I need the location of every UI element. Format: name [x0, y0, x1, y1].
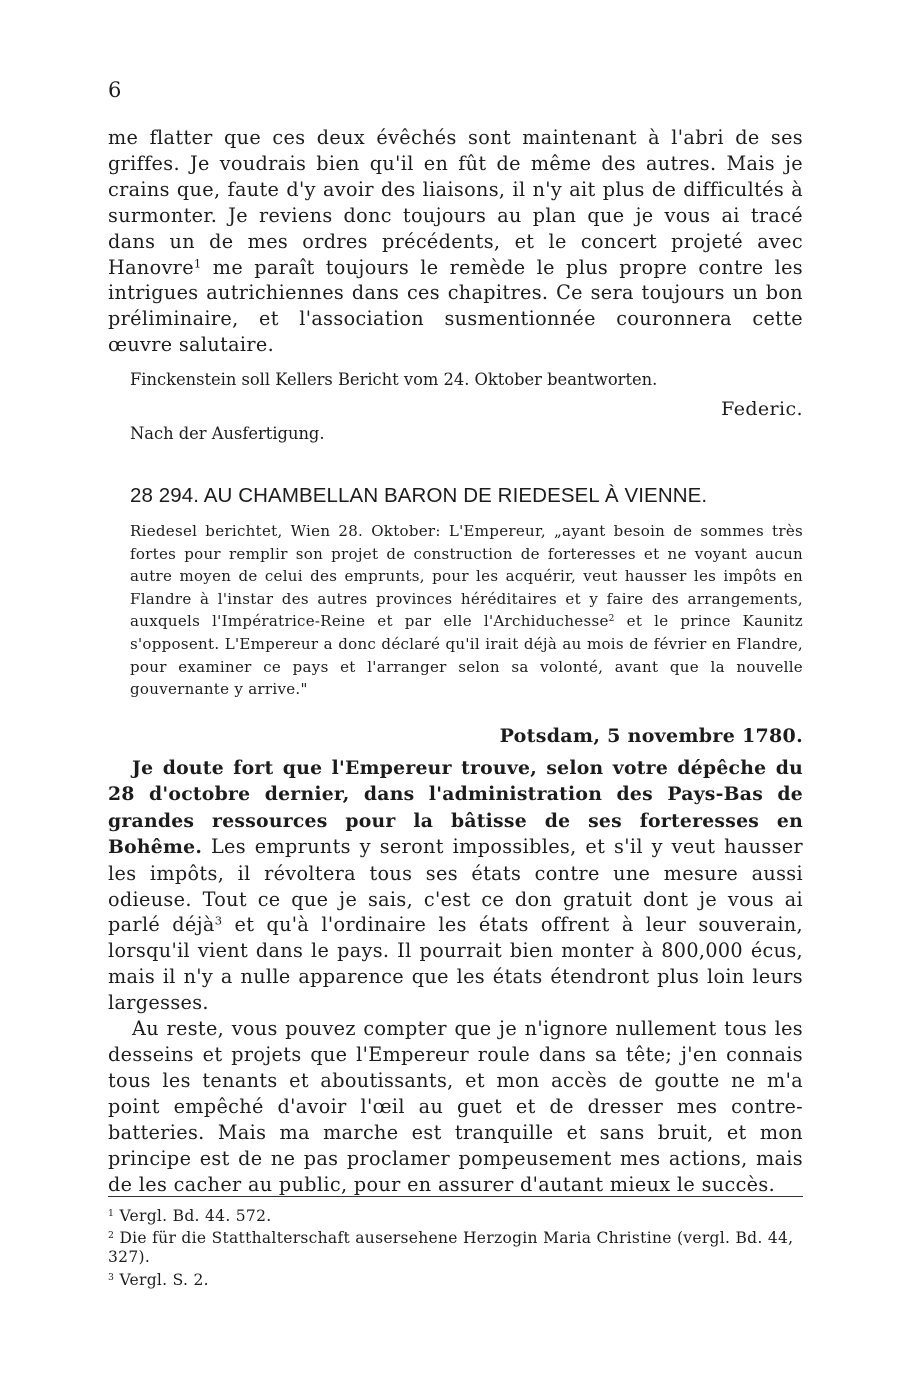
source-note: Nach der Ausfertigung. [130, 424, 325, 443]
footnote-divider [108, 1196, 803, 1197]
letter-heading: 28 294. AU CHAMBELLAN BARON DE RIEDESEL À VIENNE. [130, 484, 708, 507]
footnote-3: $^3$ Vergl. S. 2. [108, 1271, 209, 1289]
body-paragraph-1: Je doute fort que l'Empereur trouve, selon votre dépêche du 28 d'octobre dernier, dans l'administration des Pays-Bas de grandes ressources pour la bâtisse de ses forteresses en Bohême. Les emprunts y seront impossibles, et s'il y veut hausser les impôts, il révoltera tous ses états contre une mesure aussi odieuse. Tout ce que je sais, c'est ce don gratuit dont je vous ai parlé déjà$^3$ et qu'à l'ordinaire les états offrent à leur souverain, lorsqu'il vient dans le pays. Il pourrait bien monter à 800,000 écus, mais il n'y a nulle apparence que les états étendront plus loin leurs largesses. [108, 757, 804, 1015]
footnote-1: $^1$ Vergl. Bd. 44. 572. [108, 1207, 272, 1225]
intro-paragraph: me flatter que ces deux évêchés sont maintenant à l'abri de ses griffes. Je voudrais bien qu'il en fût de même des autres. Mais je crains que, faute d'y avoir des liaisons, il n'y ait plus de difficultés à surmonter. Je reviens donc toujours au plan que je vous ai tracé dans un de mes ordres précédents, et le concert projeté avec Hanovre$^1$ me paraît toujours le remède le plus propre contre les intrigues autrichiennes dans ces chapitres. Ce sera toujours un bon préliminaire, et l'association susmentionnée couronnera cette œuvre salutaire. [108, 126, 803, 357]
footnote-2: $^2$ Die für die Statthalterschaft ausersehene Herzogin Maria Christine (vergl. Bd. 44, 327). [108, 1229, 794, 1266]
letter-body [108, 755, 803, 1197]
signature: Federic. [721, 398, 803, 420]
summary-paragraph: Riedesel berichtet, Wien 28. Oktober: L'Empereur, „ayant besoin de sommes très fortes pour remplir son projet de construction de forteresses et ne voyant aucun autre moyen de celui des emprunts, pour les acquérir, veut hausser les impôts en Flandre à l'instar des autres provinces héréditaires et y faire des arrangements, auxquels l'Impératrice-Reine et par elle l'Archiduchesse$^2$ et le prince Kaunitz s'opposent. L'Empereur a donc déclaré qu'il irait déjà au mois de février en Flandre, pour examiner ce pays et l'arranger selon sa volonté, avant que la nouvelle gouvernante y arrive." [130, 522, 803, 699]
editor-note: Finckenstein soll Kellers Bericht vom 24. Oktober beantworten. [130, 370, 658, 389]
page-number: 6 [108, 78, 122, 102]
body-paragraph-2: Au reste, vous pouvez compter que je n'ignore nullement tous les desseins et projets que l'Empereur roule dans sa tête; j'en connais tous les tenants et aboutissants, et mon accès de goutte ne m'a point empêché d'avoir l'œil au guet et de dresser mes contre-batteries. Mais ma marche est tranquille et sans bruit, et mon principe est de ne pas proclamer pompeusement mes actions, mais de les cacher au public, pour en assurer d'autant mieux le succès. [108, 1017, 803, 1196]
intro-paragraph-block [108, 125, 803, 358]
dateline: Potsdam, 5 novembre 1780. [499, 725, 803, 747]
letter-summary [130, 520, 803, 701]
footnote-ref-3[interactable]: 3 [214, 914, 223, 929]
footnote-ref-2[interactable]: 2 [608, 614, 615, 625]
bold-passage: Je doute fort que l'Empereur trouve, selon votre dépêche du 28 d'octobre dernier, dans l'administration des Pays-Bas de grandes ressources pour la bâtisse de ses forteresses en Bohême. [108, 757, 803, 859]
footnote-ref-1[interactable]: 1 [193, 256, 202, 271]
